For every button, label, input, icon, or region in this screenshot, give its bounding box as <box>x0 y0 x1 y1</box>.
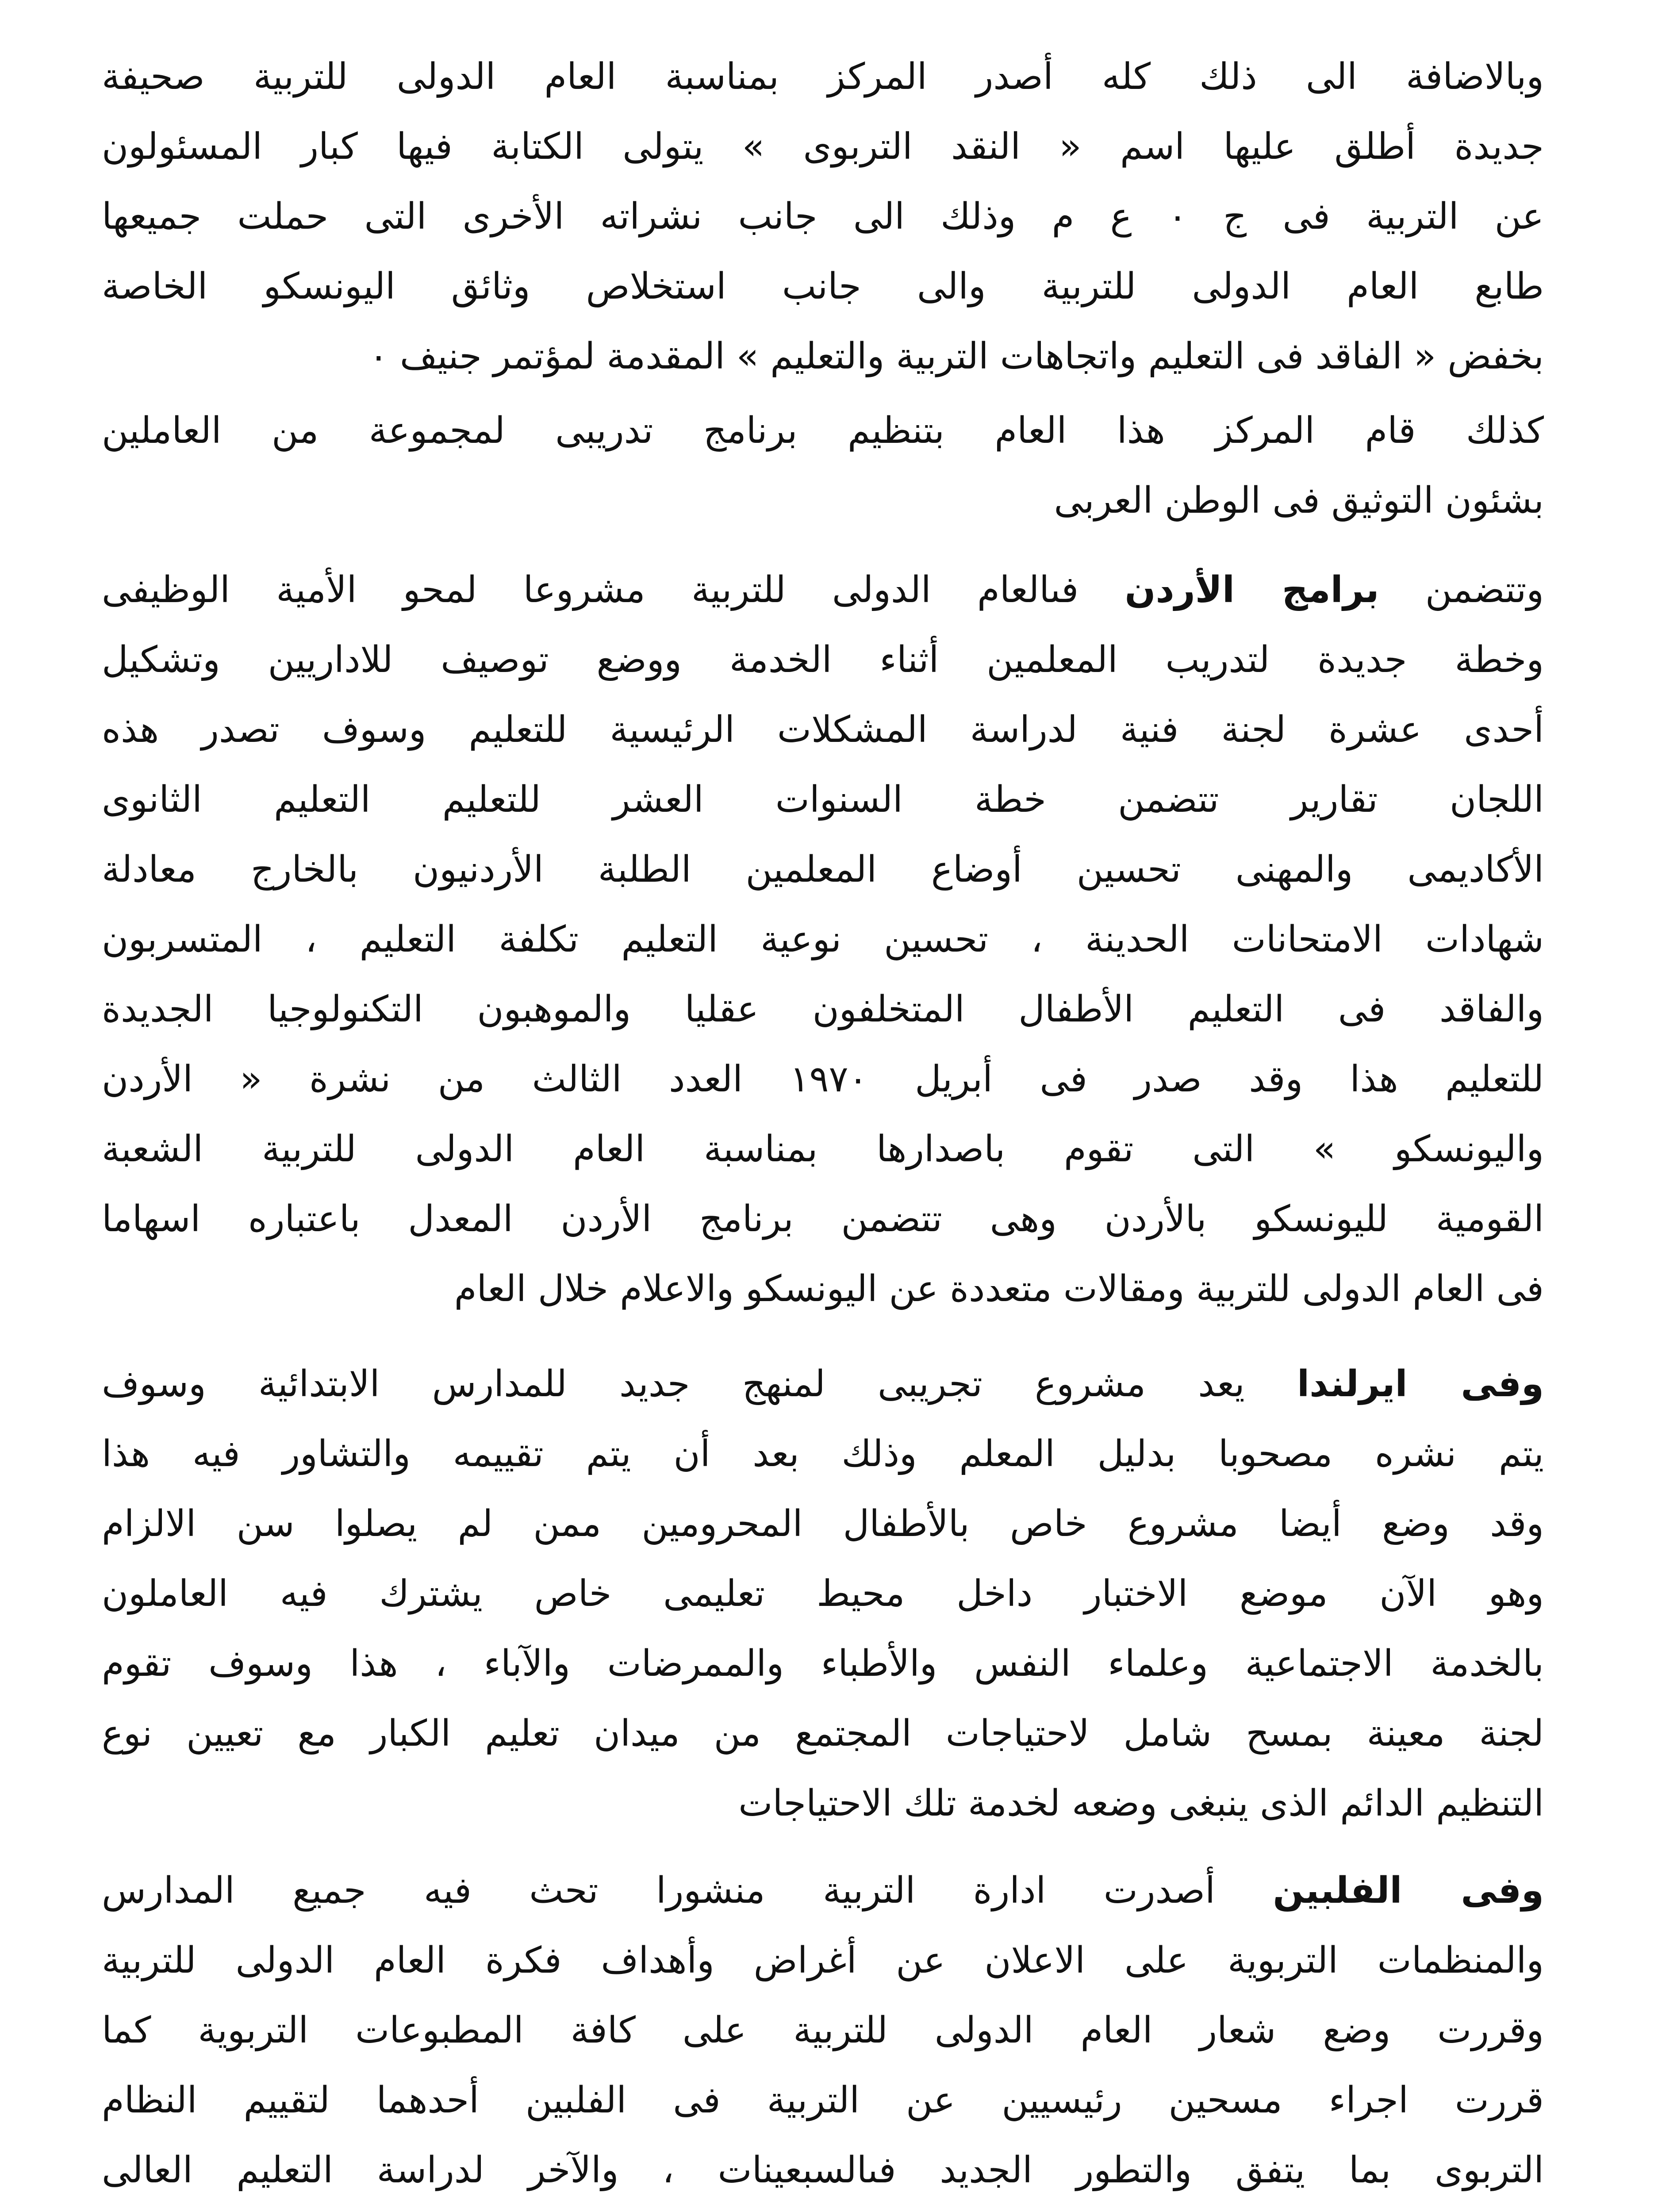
text-line: والفاقد فى التعليم الأطفال المتخلفون عقليا والموهبون التكنولوجيا الجديدة <box>102 988 1544 1030</box>
text-line: والمنظمات التربوية على الاعلان عن أغراض وأهداف فكرة العام الدولى للتربية <box>102 1939 1544 1982</box>
text-line: فى العام الدولى للتربية ومقالات متعددة عن اليونسكو والاعلام خلال العام <box>454 1268 1544 1310</box>
paragraph-ireland <box>102 1349 1544 1839</box>
text-line: طابع العام الدولى للتربية والى جانب استخلاص وثائق اليونسكو الخاصة <box>102 265 1544 307</box>
text-line: وهو الآن موضع الاختبار داخل محيط تعليمى خاص يشترك فيه العاملون <box>102 1573 1544 1615</box>
paragraph-center-publications <box>102 42 1544 392</box>
text-line: واليونسكو » التى تقوم باصدارها بمناسبة العام الدولى للتربية الشعبة <box>102 1128 1544 1170</box>
text-run: وتتضمن <box>1425 569 1544 611</box>
text-line: بشئون التوثيق فى الوطن العربى <box>1054 480 1544 522</box>
text-line: وقد وضع أيضا مشروع خاص بالأطفال المحرومين ممن لم يصلوا سن الالزام <box>102 1503 1544 1545</box>
text-line-first <box>102 555 1544 625</box>
paragraph-training-program <box>102 396 1544 536</box>
text-line: يتم نشره مصحوبا بدليل المعلم وذلك بعد أن يتم تقييمه والتشاور فيه هذا <box>102 1433 1544 1475</box>
text-run: فىالعام الدولى للتربية مشروعا لمحو الأمية الوظيفى <box>102 569 1079 611</box>
text-line: أحدى عشرة لجنة فنية لدراسة المشكلات الرئيسية للتعليم وسوف تصدر هذه <box>102 709 1544 751</box>
text-line: وخطة جديدة لتدريب المعلمين أثناء الخدمة ووضع توصيف للاداريين وتشكيل <box>102 639 1544 681</box>
country-heading-jordan: برامج الأردن <box>1125 569 1379 611</box>
text-line: للتعليم هذا وقد صدر فى أبريل ١٩٧٠ العدد الثالث من نشرة « الأردن <box>102 1058 1544 1100</box>
text-line: وقررت وضع شعار العام الدولى للتربية على كافة المطبوعات التربوية كما <box>102 2009 1544 2051</box>
country-heading-ireland: وفى ايرلندا <box>1297 1363 1544 1405</box>
text-line: اللجان تقارير تتضمن خطة السنوات العشر للتعليم التعليم الثانوى <box>102 779 1544 821</box>
text-line: شهادات الامتحانات الحدينة ، تحسين نوعية التعليم تكلفة التعليم ، المتسربون <box>102 918 1544 960</box>
text-line: لجنة معينة بمسح شامل لاحتياجات المجتمع من ميدان تعليم الكبار مع تعيين نوع <box>102 1713 1544 1755</box>
text-line: القومية لليونسكو بالأردن وهى تتضمن برنامج الأردن المعدل باعتباره اسهاما <box>102 1198 1544 1240</box>
text-line <box>102 2205 1544 2212</box>
text-line-first <box>102 1856 1544 1926</box>
text-line: قررت اجراء مسحين رئيسيين عن التربية فى الفلبين أحدهما لتقييم النظام <box>102 2079 1544 2121</box>
text-line: الأكاديمى والمهنى تحسين أوضاع المعلمين الطلبة الأردنيون بالخارج معادلة <box>102 849 1544 891</box>
text-line: بالخدمة الاجتماعية وعلماء النفس والأطباء والممرضات والآباء ، هذا وسوف تقوم <box>102 1643 1544 1685</box>
text-line: جديدة أطلق عليها اسم « النقد التربوى » يتولى الكتابة فيها كبار المسئولون <box>102 126 1544 168</box>
text-run: يعد مشروع تجريبى لمنهج جديد للمدارس الابتدائية وسوف <box>102 1363 1245 1405</box>
country-heading-philippines: وفى الفلبين <box>1273 1870 1544 1912</box>
text-line: التربوى بما يتفق والتطور الجديد فىالسبعينات ، والآخر لدراسة التعليم العالى <box>102 2149 1544 2191</box>
text-line: التنظيم الدائم الذى ينبغى وضعه لخدمة تلك الاحتياجات <box>738 1782 1544 1824</box>
paragraph-philippines <box>102 1856 1544 2212</box>
text-line: وبالاضافة الى ذلك كله أصدر المركز بمناسبة العام الدولى للتربية صحيفة <box>102 56 1544 98</box>
text-line: بخفض « الفاقد فى التعليم واتجاهات التربية والتعليم » المقدمة لمؤتمر جنيف ٠ <box>368 335 1544 377</box>
text-line: عن التربية فى ج ٠ ع م وذلك الى جانب نشراته الأخرى التى حملت جميعها <box>102 196 1544 238</box>
paragraph-jordan <box>102 555 1544 1324</box>
text-line-first <box>102 1349 1544 1419</box>
text-run: أصدرت ادارة التربية منشورا تحث فيه جميع المدارس <box>102 1870 1215 1912</box>
text-line: كذلك قام المركز هذا العام بتنظيم برنامج تدريبى لمجموعة من العاملين <box>102 410 1544 452</box>
